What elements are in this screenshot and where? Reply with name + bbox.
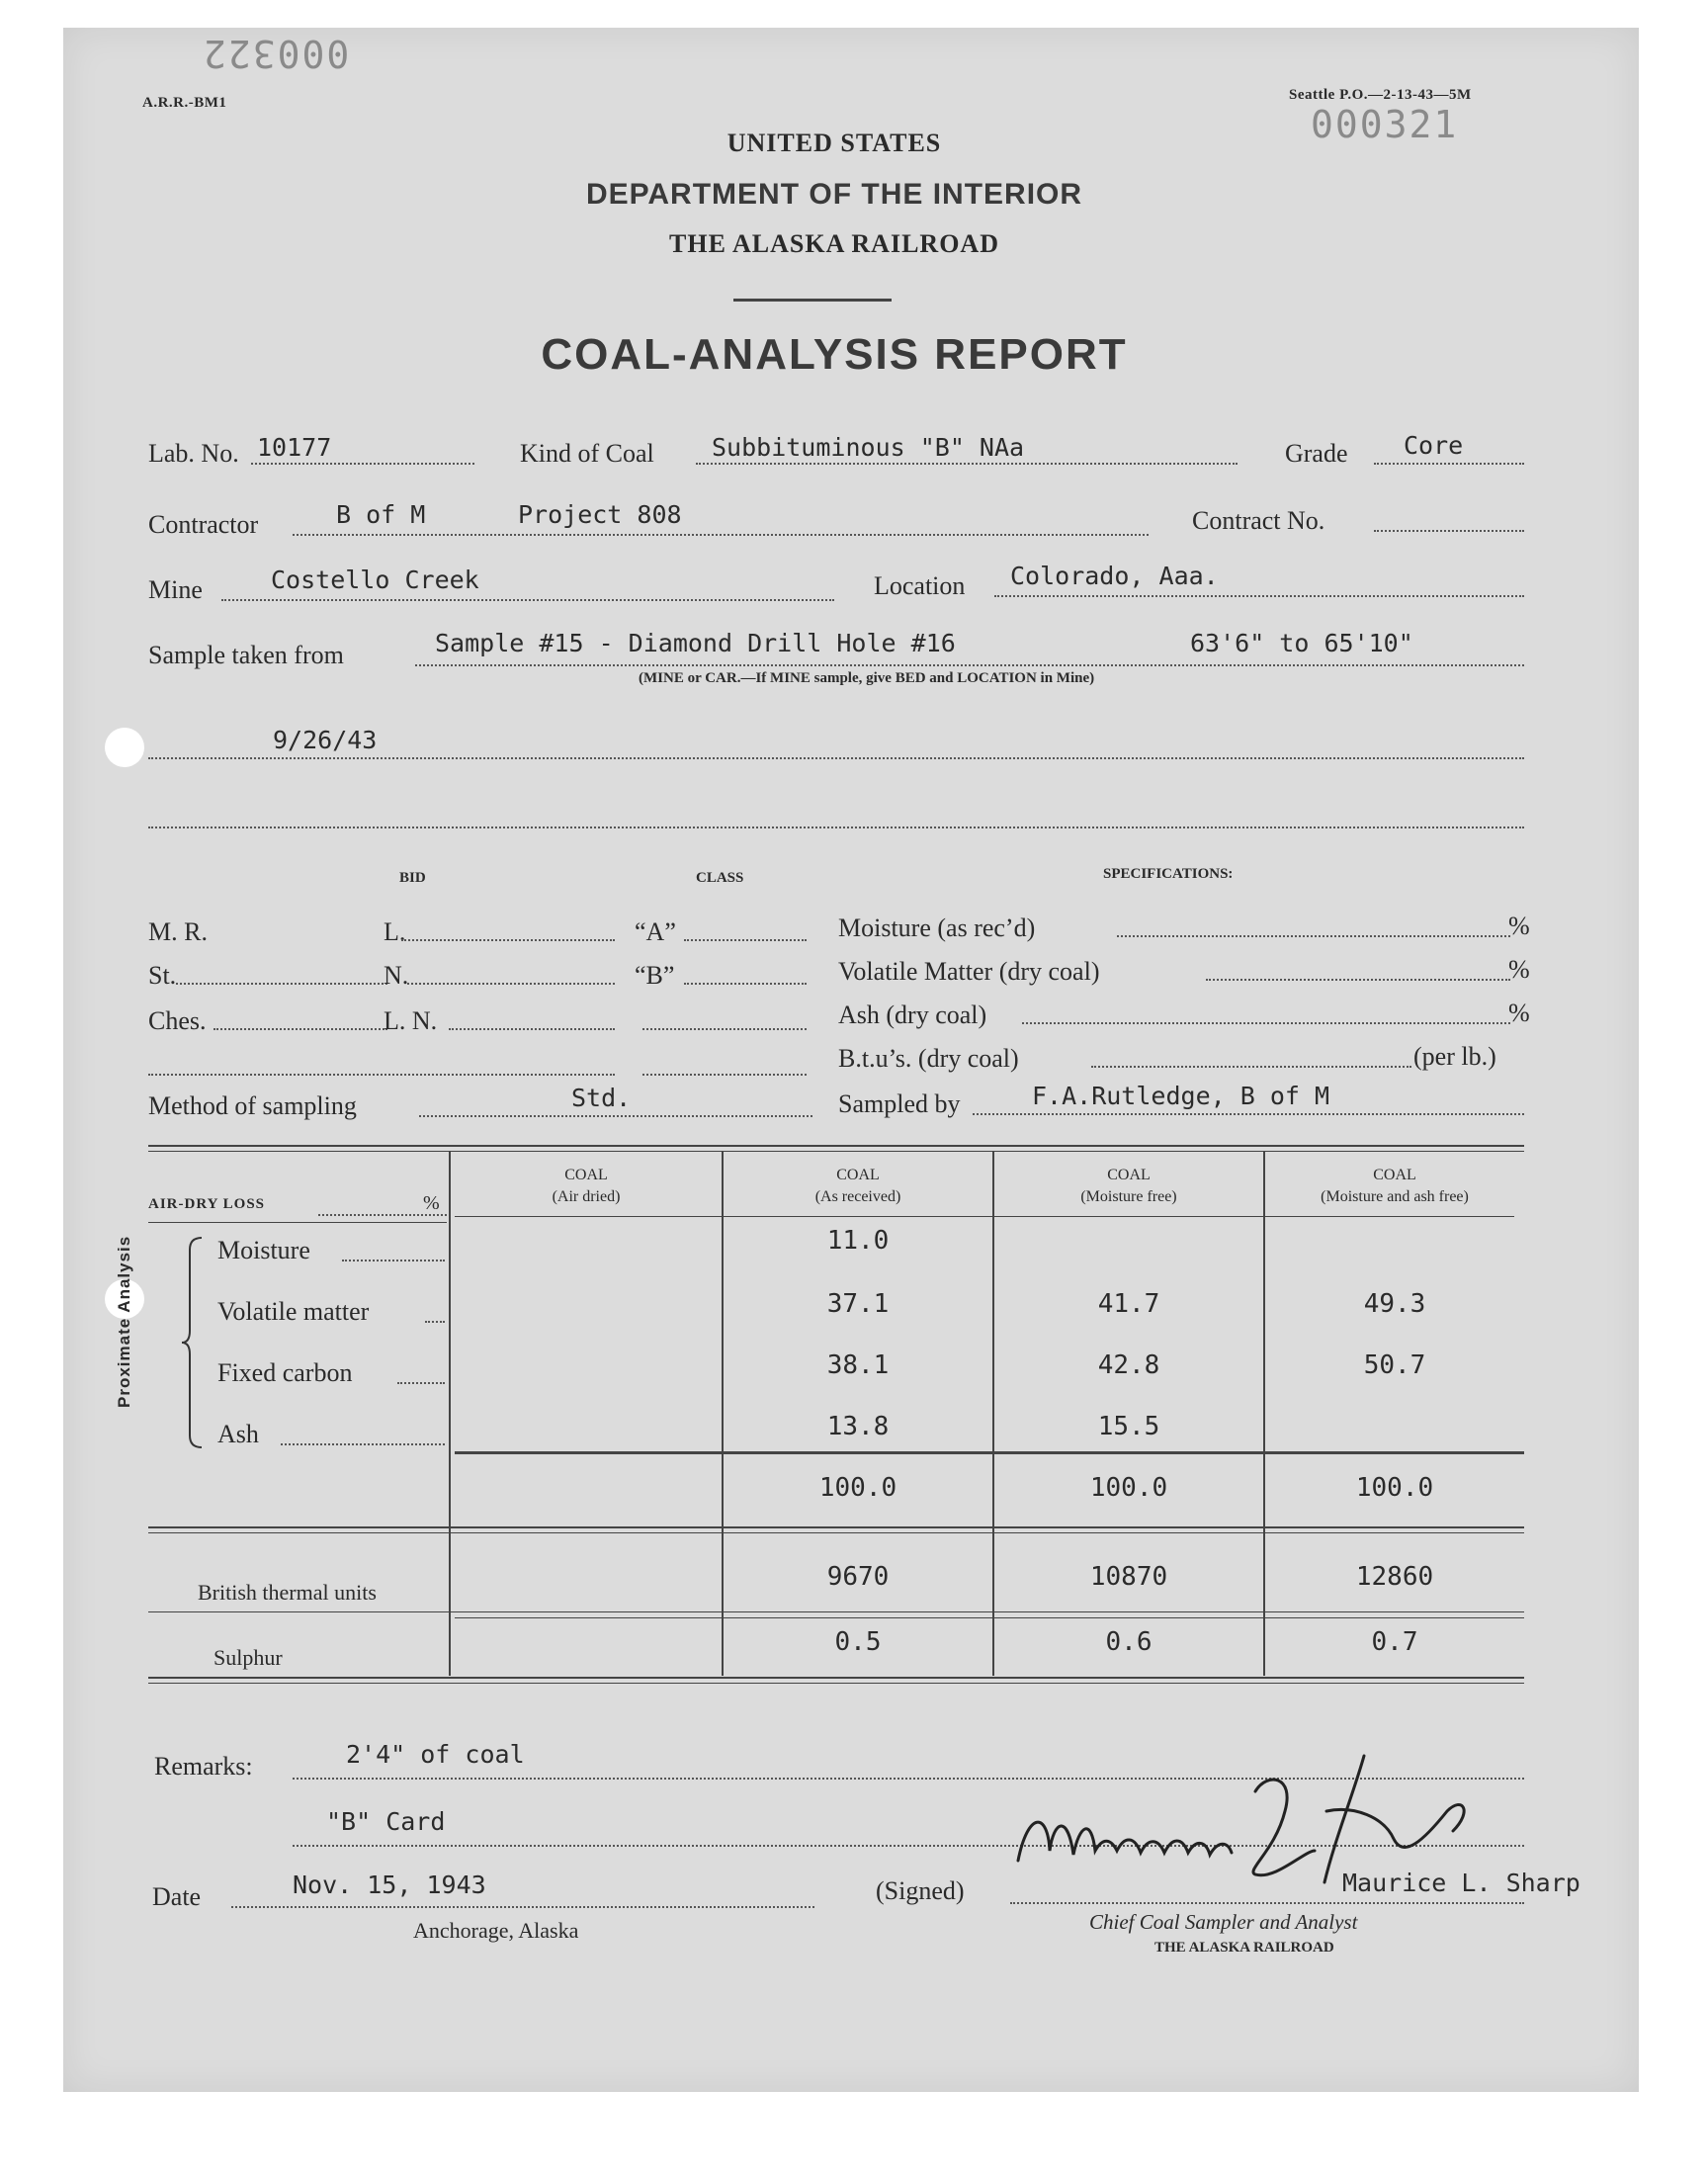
proximate-brace [180,1234,210,1451]
form-code: A.R.R.-BM1 [142,95,227,111]
stamp-number-right: 000321 [1311,103,1459,146]
spec-btu-label: B.t.u’s. (dry coal) [838,1044,1019,1073]
bid-row-1-left: M. R. [148,917,208,946]
row-moisture-dots [342,1260,445,1262]
col-header-air-dried-sub: (Air dried) [552,1188,621,1205]
project-value: Project 808 [518,500,682,529]
bid-row-1-line [401,939,615,941]
kind-of-coal-label: Kind of Coal [520,439,654,468]
col-header-moisture-ash-free-top: COAL [1373,1167,1416,1183]
signer-org: THE ALASKA RAILROAD [1154,1940,1334,1956]
sample-extra-line-2 [148,826,1524,828]
report-title: COAL-ANALYSIS REPORT [541,330,1128,379]
air-dry-loss-unit: % [423,1192,440,1214]
sulphur-ash-free: 0.7 [1371,1627,1418,1657]
col-header-as-received [724,1165,992,1208]
signature-line [1010,1902,1524,1904]
row-ash-label: Ash [217,1420,259,1448]
class-a: “A” [635,917,676,946]
date-line [231,1906,814,1908]
col-header-moisture-ash-free [1265,1165,1524,1208]
row-volatile-label: Volatile matter [217,1297,370,1326]
specifications-header: SPECIFICATIONS: [1103,866,1234,882]
table-top-rule [148,1145,1524,1147]
grade-value: Core [1404,431,1464,460]
col-header-as-received-top: COAL [836,1167,880,1183]
contractor-value: B of M [336,500,426,529]
signer-title: Chief Coal Sampler and Analyst [1089,1910,1358,1934]
spec-btu-line [1091,1066,1411,1068]
col-header-moisture-ash-free-sub: (Moisture and ash free) [1321,1188,1469,1205]
remarks-value-1: 2'4" of coal [346,1740,525,1769]
sample-note: (MINE or CAR.—If MINE sample, give BED and LOCATION in Mine) [639,670,1095,686]
spec-volatile-label: Volatile Matter (dry coal) [838,957,1100,986]
class-d-line [642,1074,807,1076]
sulphur-label: Sulphur [214,1645,283,1670]
col-divider-4 [1263,1152,1265,1676]
bid-row-3-mid: L. N. [384,1006,438,1035]
bid-row-1-mid: L. [384,917,406,946]
row-volatile-as-received: 37.1 [826,1289,890,1319]
location-value: Colorado, Aaa. [1010,562,1219,590]
grade-label: Grade [1285,439,1348,468]
sampled-by-label: Sampled by [838,1089,961,1118]
sample-value: Sample #15 - Diamond Drill Hole #16 [435,629,956,657]
kind-of-coal-value: Subbituminous "B" NAa [712,433,1025,462]
bid-row-2-line [407,983,615,985]
bid-row-3-left-line [214,1028,387,1030]
col-header-as-received-sub: (As received) [814,1188,901,1205]
bid-header: BID [399,870,426,886]
row-fixed-carbon-ash-free: 50.7 [1363,1350,1426,1380]
method-line [419,1115,812,1117]
total-as-received: 100.0 [818,1473,897,1503]
air-dry-loss-label: AIR-DRY LOSS [148,1196,266,1212]
header-line-3: THE ALASKA RAILROAD [669,229,999,258]
bid-row-2-left-line [176,983,387,985]
class-header: CLASS [696,870,744,886]
punch-hole [105,728,144,767]
class-b: “B” [635,961,675,990]
row-moisture-label: Moisture [217,1236,310,1264]
contract-no-line [1374,530,1524,532]
spec-moisture-label: Moisture (as rec’d) [838,914,1036,942]
sample-line [415,664,1524,666]
col-header-air-dried-top: COAL [564,1167,608,1183]
table-bottom-rule-2 [148,1683,1524,1684]
date-value: Nov. 15, 1943 [293,1870,486,1899]
spec-ash-label: Ash (dry coal) [838,1000,987,1029]
row-moisture-as-received: 11.0 [826,1226,890,1256]
col-header-moisture-free [994,1165,1263,1208]
sampled-by-line [973,1113,1524,1115]
total-moisture-free: 100.0 [1089,1473,1168,1503]
row-volatile-ash-free: 49.3 [1363,1289,1426,1319]
btu-ash-free: 12860 [1355,1562,1434,1592]
row-volatile-moisture-free: 41.7 [1097,1289,1160,1319]
table-top-rule-2 [148,1151,1524,1152]
date-place: Anchorage, Alaska [413,1918,579,1943]
row-fixed-carbon-label: Fixed carbon [217,1358,353,1387]
method-value: Std. [571,1084,632,1112]
col-divider-1 [449,1152,451,1676]
lab-no-line [251,463,474,465]
header-rule [733,299,892,302]
row-fixed-carbon-dots [397,1382,445,1384]
btu-as-received: 9670 [826,1562,890,1592]
row-fixed-carbon-as-received: 38.1 [826,1350,890,1380]
total-ash-free: 100.0 [1355,1473,1434,1503]
mine-line [221,599,834,601]
depth-value: 63'6" to 65'10" [1190,629,1413,657]
header-underline [455,1216,1514,1217]
sulphur-moisture-free: 0.6 [1105,1627,1153,1657]
bid-row-4-line [148,1074,615,1076]
header-line-2: DEPARTMENT OF THE INTERIOR [585,178,1083,211]
sulphur-as-received: 0.5 [834,1627,882,1657]
sample-extra-line-1 [148,757,1524,759]
sum-rule [455,1451,1524,1454]
sample-label: Sample taken from [148,641,344,669]
bid-row-3-line [449,1028,615,1030]
grade-line [1374,463,1524,465]
location-label: Location [874,571,966,600]
method-label: Method of sampling [148,1091,357,1120]
row-ash-dots [281,1443,445,1445]
contract-no-label: Contract No. [1192,506,1325,535]
print-code: Seattle P.O.—2-13-43—5M [1289,87,1472,103]
bid-row-2-mid: N. [384,961,409,990]
bid-row-3-left: Ches. [148,1006,207,1035]
spec-ash-unit: % [1508,999,1530,1027]
row-ash-moisture-free: 15.5 [1097,1412,1160,1441]
spec-moisture-unit: % [1508,912,1530,940]
col-header-air-dried [451,1165,722,1208]
mine-label: Mine [148,575,203,604]
contractor-line [293,534,1149,536]
row-fixed-carbon-moisture-free: 42.8 [1097,1350,1160,1380]
row-ash-as-received: 13.8 [826,1412,890,1441]
class-a-line [684,939,807,941]
signer-name: Maurice L. Sharp [1342,1869,1580,1897]
class-b-line [684,983,807,985]
proximate-analysis-label: Proximate Analysis [115,1235,133,1408]
mine-value: Costello Creek [271,566,479,594]
header-line-1: UNITED STATES [726,129,942,157]
report-sheet [63,28,1639,2092]
total-rule-1 [148,1526,1524,1528]
location-line [994,595,1524,597]
remarks-label: Remarks: [154,1752,253,1781]
total-rule-2 [148,1532,1524,1533]
lab-no-label: Lab. No. [148,439,239,468]
air-dry-loss-rule [148,1222,447,1223]
signed-label: (Signed) [876,1876,965,1905]
spec-btu-unit: (per lb.) [1413,1042,1496,1071]
btu-rule-2 [455,1617,1524,1618]
col-header-moisture-free-top: COAL [1107,1167,1151,1183]
spec-volatile-unit: % [1508,955,1530,984]
bid-row-2-left: St. [148,961,177,990]
row-volatile-dots [425,1321,445,1323]
stamp-number-left: 000322 [202,32,350,75]
col-header-moisture-free-sub: (Moisture free) [1080,1188,1177,1205]
sample-date: 9/26/43 [273,726,378,754]
spec-volatile-line [1206,979,1510,981]
kind-of-coal-line [696,463,1238,465]
btu-moisture-free: 10870 [1089,1562,1168,1592]
lab-no-value: 10177 [257,433,332,462]
spec-ash-line [1022,1022,1510,1024]
btu-rule-1 [148,1611,1524,1612]
table-bottom-rule-1 [148,1677,1524,1679]
remarks-value-2: "B" Card [326,1807,446,1836]
contractor-label: Contractor [148,510,259,539]
btu-label: British thermal units [198,1580,377,1605]
spec-moisture-line [1117,935,1510,937]
sampled-by-value: F.A.Rutledge, B of M [1032,1082,1330,1110]
date-label: Date [152,1882,202,1911]
class-c-line [642,1028,807,1030]
